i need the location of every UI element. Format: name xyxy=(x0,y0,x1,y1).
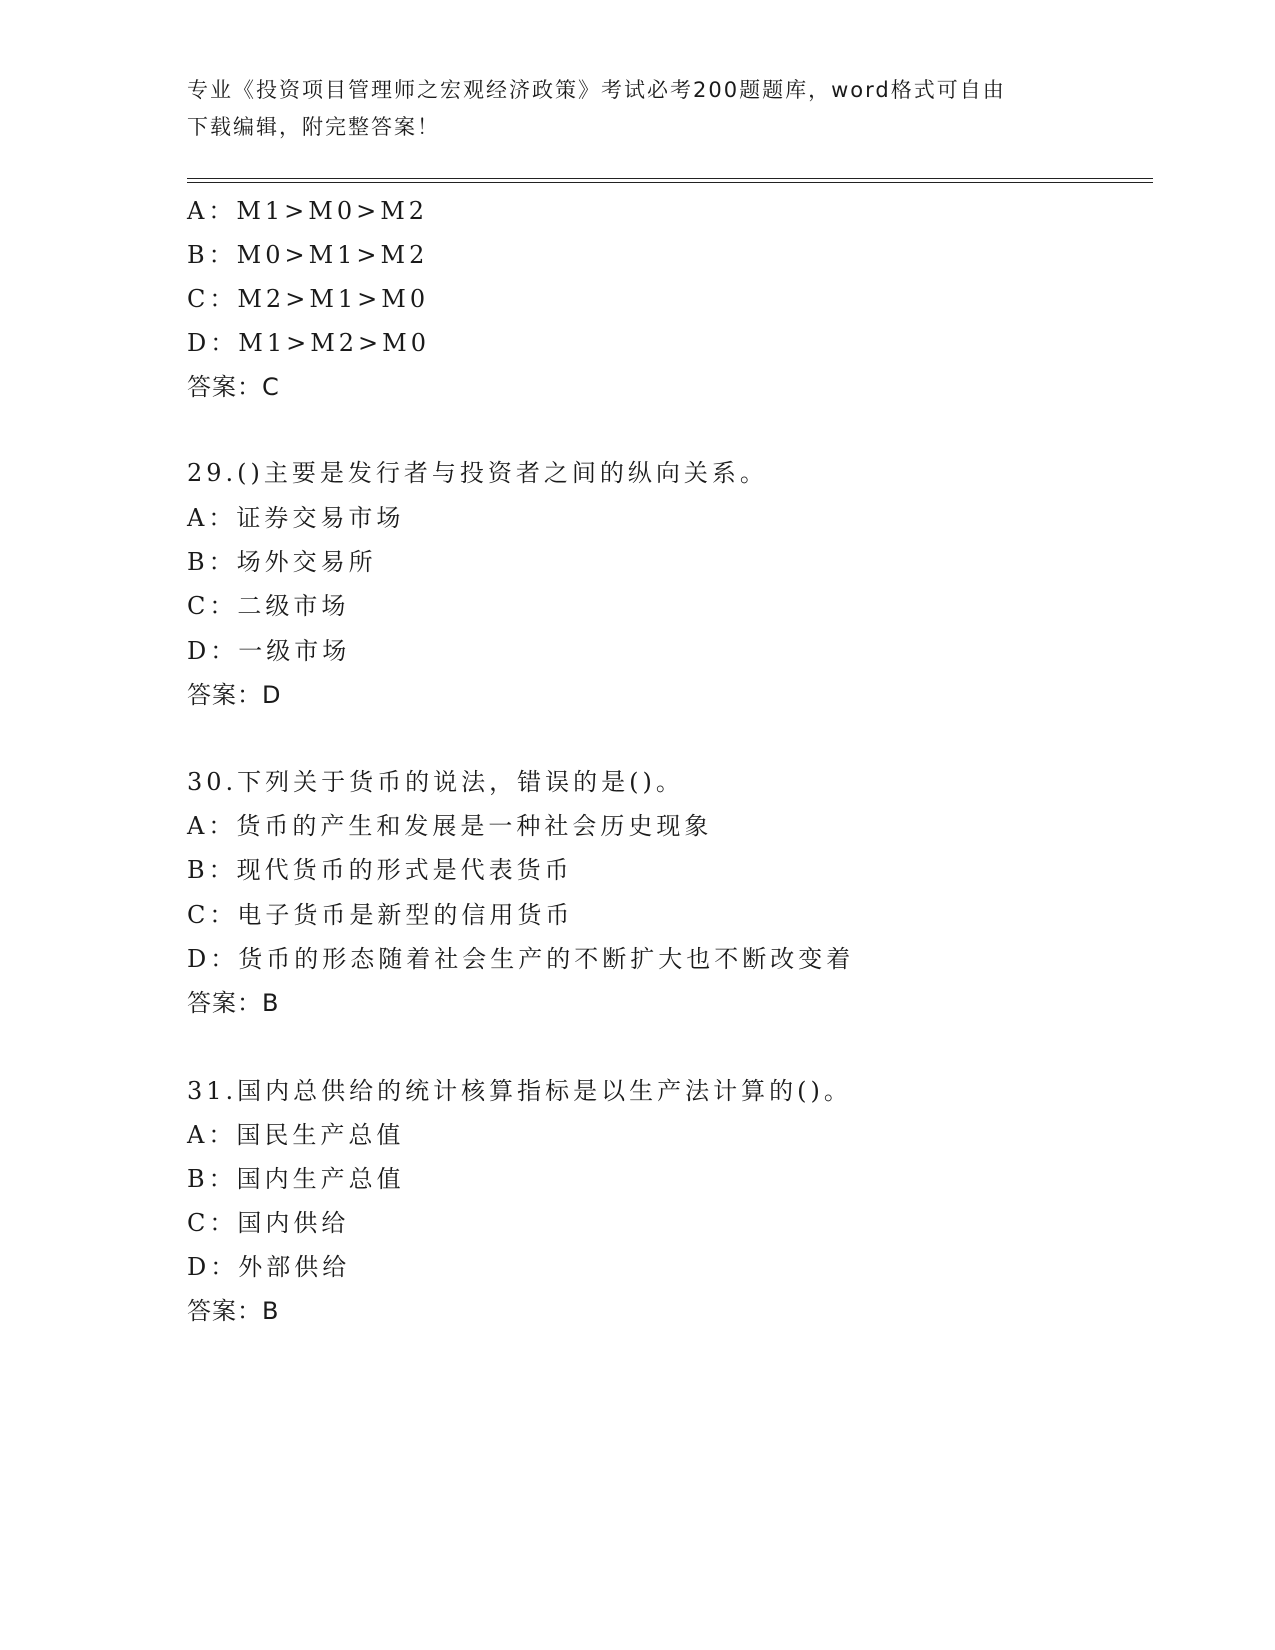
header-line-2: 下载编辑，附完整答案！ xyxy=(187,115,440,139)
q28-answer: 答案：C xyxy=(187,373,280,401)
q29-option-b: B：场外交易所 xyxy=(187,548,377,576)
document-header xyxy=(187,72,1067,146)
q30-answer: 答案：B xyxy=(187,989,280,1017)
q28-option-d: D：M1>M2>M0 xyxy=(187,329,430,357)
q28-option-c: C：M2>M1>M0 xyxy=(187,285,430,313)
q29-answer: 答案：D xyxy=(187,681,282,709)
q30-option-a: A：货币的产生和发展是一种社会历史现象 xyxy=(187,812,713,840)
header-divider xyxy=(187,178,1153,183)
q29-option-c: C：二级市场 xyxy=(187,592,350,620)
q28-option-b: B：M0>M1>M2 xyxy=(187,241,429,269)
q31-option-a: A：国民生产总值 xyxy=(187,1121,405,1149)
q31-answer: 答案：B xyxy=(187,1297,280,1325)
q31-option-d: D：外部供给 xyxy=(187,1253,351,1281)
header-line-1: 专业《投资项目管理师之宏观经济政策》考试必考200题题库，word格式可自由 xyxy=(187,78,1006,102)
q31-option-b: B：国内生产总值 xyxy=(187,1165,405,1193)
q29-option-d: D：一级市场 xyxy=(187,637,351,665)
q30-option-b: B：现代货币的形式是代表货币 xyxy=(187,856,573,884)
q28-option-a: A：M1>M0>M2 xyxy=(187,197,429,225)
q31-option-c: C：国内供给 xyxy=(187,1209,350,1237)
q30-option-c: C：电子货币是新型的信用货币 xyxy=(187,901,574,929)
q30-stem: 30.下列关于货币的说法，错误的是()。 xyxy=(187,768,684,796)
q29-option-a: A：证券交易市场 xyxy=(187,504,405,532)
q30-option-d: D：货币的形态随着社会生产的不断扩大也不断改变着 xyxy=(187,945,855,973)
q31-stem: 31.国内总供给的统计核算指标是以生产法计算的()。 xyxy=(187,1077,852,1105)
q29-stem: 29.()主要是发行者与投资者之间的纵向关系。 xyxy=(187,459,768,487)
